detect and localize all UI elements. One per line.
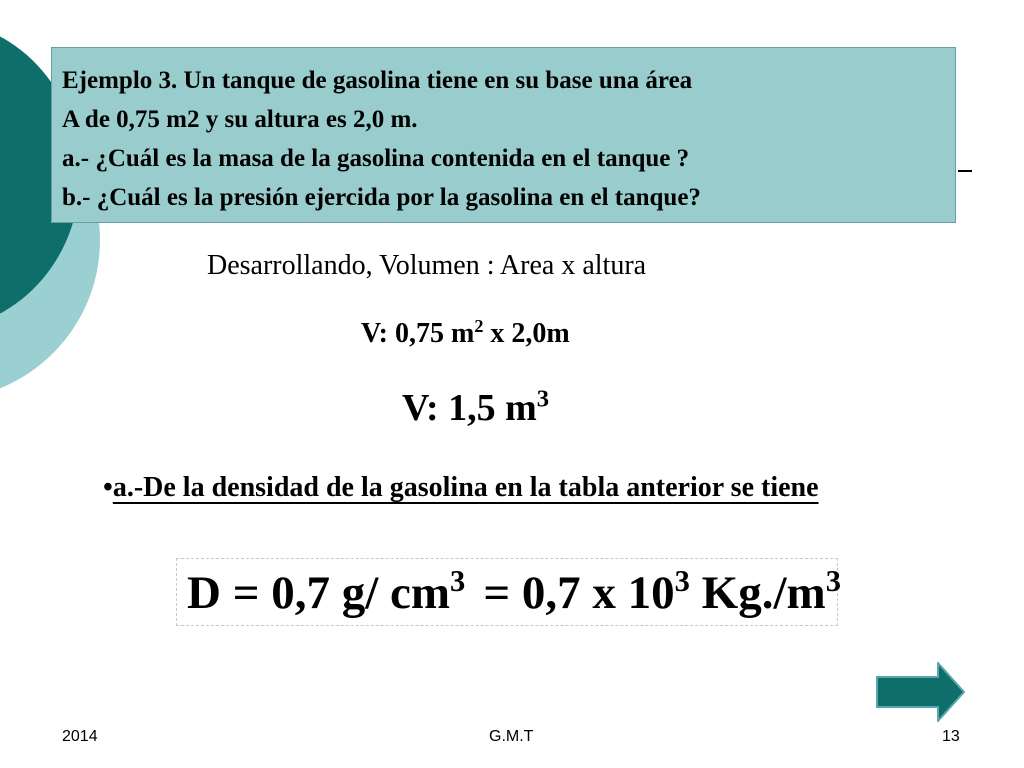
- bullet-item-density: [103, 472, 819, 504]
- volume-calculation: V: 0,75 $m^2$ x 2,0m: [361, 316, 570, 349]
- right-arrow-icon[interactable]: [876, 662, 966, 722]
- footer-page-number: 13: [942, 728, 960, 745]
- footer-year: 2014: [62, 728, 98, 745]
- problem-statement-box: [51, 47, 956, 223]
- problem-line-4: b.- ¿Cuál es la presión ejercida por la gasolina en el tanque?: [62, 184, 701, 211]
- dash-mark: [958, 170, 972, 172]
- density-formula-box: D = 0,7 g/ $cm^3 = 0,7$ x $10^3$ $Kg./m^3$: [176, 558, 838, 626]
- volume-result: V: 1,5 $m^3$: [402, 385, 550, 429]
- problem-line-1: Ejemplo 3. Un tanque de gasolina tiene en su base una área: [62, 67, 693, 94]
- footer-author: G.M.T: [489, 728, 534, 745]
- volume-formula-text: Desarrollando, Volumen : Area x altura: [207, 250, 647, 281]
- problem-line-2: A de 0,75 m2 y su altura es 2,0 m.: [62, 106, 418, 133]
- bullet-mark: •: [103, 472, 113, 503]
- problem-line-3: a.- ¿Cuál es la masa de la gasolina contenida en el tanque ?: [62, 145, 690, 172]
- bullet-text: a.-De la densidad de la gasolina en la tabla anterior se tiene: [112, 472, 819, 503]
